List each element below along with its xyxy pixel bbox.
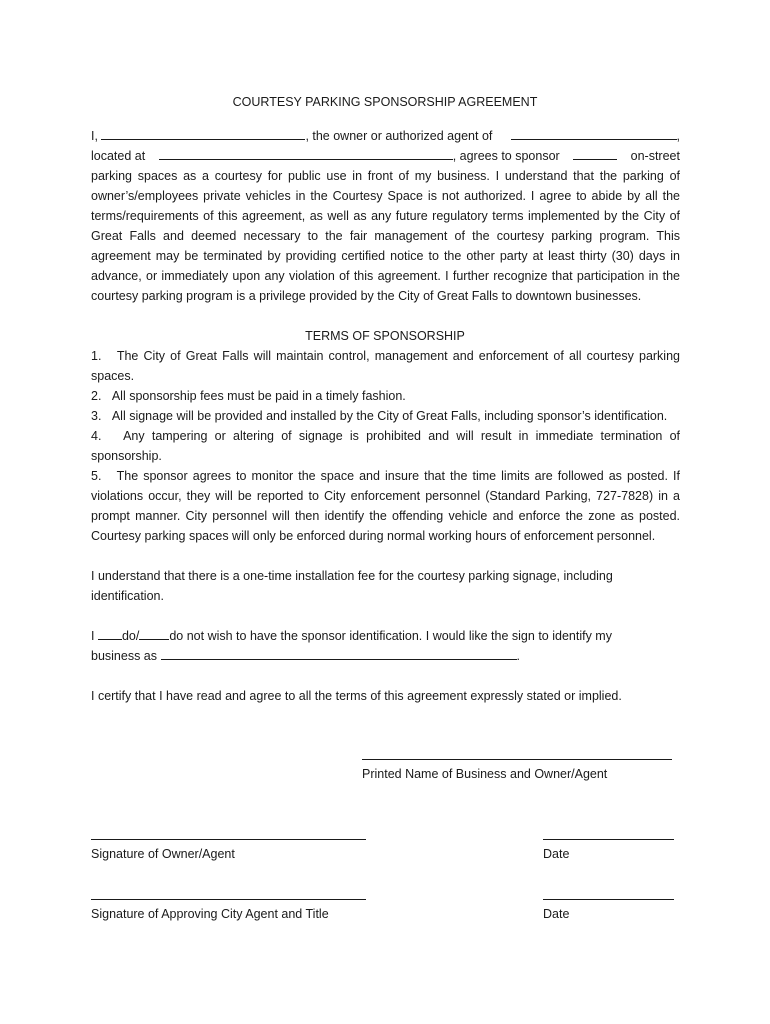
do-not-blank[interactable]	[139, 627, 169, 640]
agent-name-blank[interactable]	[101, 127, 305, 140]
intro-paragraph	[91, 126, 680, 306]
term-item-3: 3. All signage will be provided and installed by the City of Great Falls, including sponsor’s identification.	[91, 409, 668, 423]
business-as-blank[interactable]	[161, 647, 517, 660]
intro-text-located: located at	[91, 149, 146, 163]
intro-line-1	[91, 126, 680, 146]
owner-date-label: Date	[543, 847, 570, 861]
identification-line-2	[91, 646, 680, 666]
printed-name-label: Printed Name of Business and Owner/Agent	[362, 767, 608, 781]
term-item-1: 1. The City of Great Falls will maintain control, management and enforcement of all courtesy parking spaces.	[91, 349, 680, 383]
intro-text-sponsor: , agrees to sponsor	[452, 149, 560, 163]
identification-line-1	[91, 626, 680, 646]
intro-text-comma: ,	[676, 129, 680, 143]
city-date-line[interactable]	[543, 899, 674, 900]
intro-text-owner: , the owner or authorized agent of	[305, 129, 493, 143]
term-item-4: 4. Any tampering or altering of signage is prohibited and will result in immediate termination of sponsorship.	[91, 429, 680, 463]
location-blank[interactable]	[159, 147, 453, 160]
fee-statement: I understand that there is a one-time installation fee for the courtesy parking signage, including identification.	[91, 569, 613, 603]
intro-line-2	[91, 146, 680, 166]
owner-signature-line[interactable]	[91, 839, 366, 840]
id-text-do: do/	[121, 629, 140, 643]
term-item-5: 5. The sponsor agrees to monitor the space and insure that the time limits are followed as posted. If violations occur, they will be reported to City enforcement personnel (Standard Parking, 727-7828) in a prompt manner. City personnel will then identify the offending vehicle and enforce the zone as posted. Courtesy parking spaces will only be enforced during normal working hours of enforcement personnel.	[91, 469, 680, 543]
city-signature-line[interactable]	[91, 899, 366, 900]
document-title: COURTESY PARKING SPONSORSHIP AGREEMENT	[232, 95, 538, 109]
id-text-i: I	[91, 629, 98, 643]
city-signature-label: Signature of Approving City Agent and Title	[91, 907, 329, 921]
identification-paragraph	[91, 626, 680, 666]
terms-heading: TERMS OF SPONSORSHIP	[305, 329, 465, 343]
intro-text-i: I,	[91, 129, 98, 143]
id-text-donot: do not wish to have the sponsor identification. I would like the sign to identify my	[169, 629, 612, 643]
id-text-period: .	[516, 649, 520, 663]
intro-body: parking spaces as a courtesy for public use in front of my business. I understand that the parking of owner’s/employees private vehicles in the Courtesy Space is not authorized. I agree to abide by all the terms/requirements of this agreement, as well as any future regulatory terms implemented by the City of Great Falls and deemed necessary to the fair management of the courtesy parking program. This agreement may be terminated by providing certified notice to the other party at least thirty (30) days in advance, or immediately upon any violation of this agreement. I further recognize that participation in the courtesy parking program is a privilege provided by the City of Great Falls to downtown businesses.	[91, 169, 680, 303]
certify-statement: I certify that I have read and agree to all the terms of this agreement expressly stated or implied.	[91, 689, 622, 703]
term-item-2: 2. All sponsorship fees must be paid in a timely fashion.	[91, 389, 406, 403]
intro-text-onstreet: on-street	[630, 149, 680, 163]
owner-date-line[interactable]	[543, 839, 674, 840]
business-name-blank[interactable]	[511, 127, 677, 140]
spaces-count-blank[interactable]	[573, 147, 617, 160]
terms-list	[91, 346, 680, 546]
owner-signature-label: Signature of Owner/Agent	[91, 847, 235, 861]
city-date-label: Date	[543, 907, 570, 921]
printed-name-line[interactable]	[362, 759, 672, 760]
do-blank[interactable]	[98, 627, 122, 640]
id-text-business: business as	[91, 649, 158, 663]
